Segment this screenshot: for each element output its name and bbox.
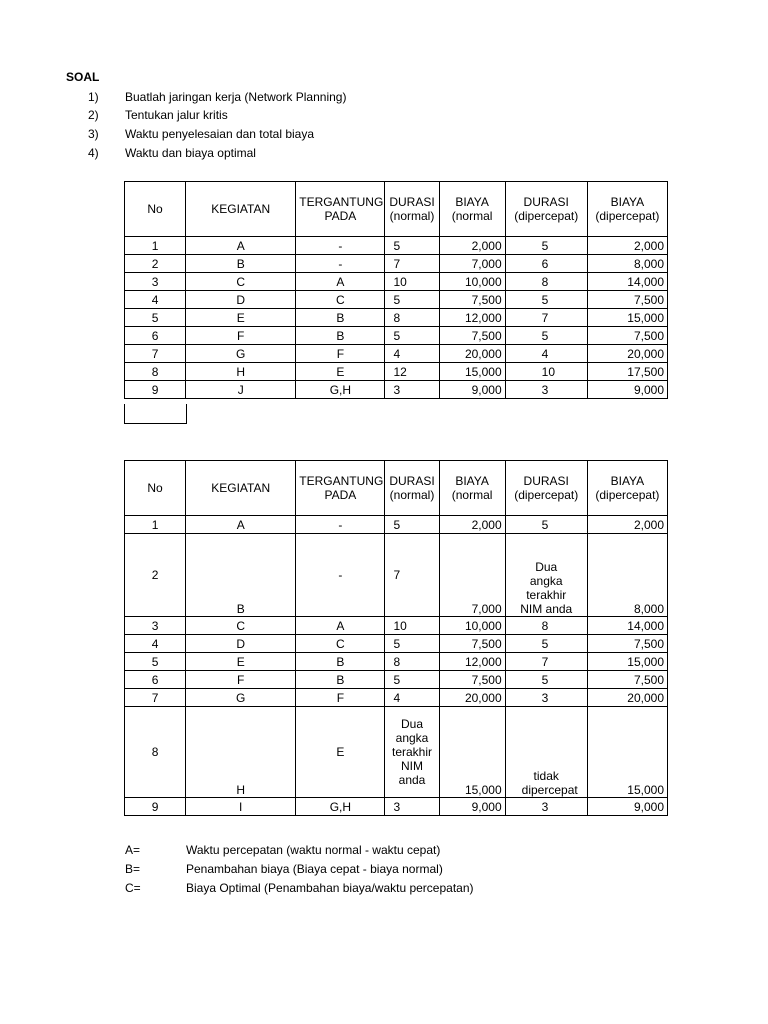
- cell-biaya-cepat: 20,000: [587, 689, 667, 707]
- header-biaya-normal: BIAYA (normal: [439, 461, 505, 516]
- header-tergantung: TERGANTUNG PADA: [296, 182, 385, 237]
- cell-durasi-cepat: 5: [505, 671, 587, 689]
- cell-kegiatan: D: [186, 291, 296, 309]
- cell-kegiatan: E: [186, 309, 296, 327]
- cell-durasi-cepat: 3: [505, 381, 587, 399]
- table-row: [125, 255, 668, 273]
- header-biaya-cepat: BIAYA (dipercepat): [587, 461, 667, 516]
- cell-tergantung: B: [296, 327, 385, 345]
- cell-durasi-cepat: Dua angka terakhir NIM anda: [505, 534, 587, 617]
- cell-durasi-cepat: 3: [505, 689, 587, 707]
- cell-durasi: 5: [385, 671, 439, 689]
- cell-tergantung: B: [296, 653, 385, 671]
- header-durasi-normal: DURASI (normal): [385, 182, 439, 237]
- table-row: [125, 653, 668, 671]
- note-key: A=: [125, 843, 141, 857]
- cell-durasi: 7: [385, 534, 439, 617]
- cell-biaya: 20,000: [439, 345, 505, 363]
- table-row: [125, 273, 668, 291]
- cell-kegiatan: E: [186, 653, 296, 671]
- cell-durasi-cepat: 7: [505, 309, 587, 327]
- cell-biaya-cepat: 17,500: [587, 363, 667, 381]
- cell-durasi: Dua angka terakhir NIM anda: [385, 707, 439, 798]
- cell-tergantung: B: [296, 671, 385, 689]
- cell-kegiatan: A: [186, 237, 296, 255]
- cell-no: 5: [125, 309, 186, 327]
- table-row: [125, 534, 668, 617]
- cell-biaya-cepat: 20,000: [587, 345, 667, 363]
- cell-kegiatan: C: [186, 273, 296, 291]
- cell-kegiatan: G: [186, 345, 296, 363]
- table-row: [125, 671, 668, 689]
- cell-tergantung: B: [296, 309, 385, 327]
- cell-no: 5: [125, 653, 186, 671]
- question-number: 2): [88, 108, 99, 122]
- cell-durasi-cepat: 10: [505, 363, 587, 381]
- cell-biaya-cepat: 8,000: [587, 255, 667, 273]
- cell-tergantung: E: [296, 707, 385, 798]
- cell-biaya-cepat: 9,000: [587, 798, 667, 816]
- cell-biaya-cepat: 8,000: [587, 534, 667, 617]
- cell-durasi-cepat: 7: [505, 653, 587, 671]
- cell-no: 3: [125, 617, 186, 635]
- header-durasi-cepat: DURASI (dipercepat): [505, 182, 587, 237]
- cell-biaya-cepat: 7,500: [587, 327, 667, 345]
- cell-no: 1: [125, 516, 186, 534]
- cell-no: 4: [125, 291, 186, 309]
- cell-tergantung: E: [296, 363, 385, 381]
- cell-tergantung: C: [296, 291, 385, 309]
- cell-biaya-cepat: 2,000: [587, 516, 667, 534]
- cell-durasi: 10: [385, 617, 439, 635]
- header-biaya-normal: BIAYA (normal: [439, 182, 505, 237]
- cell-biaya: 7,500: [439, 327, 505, 345]
- cell-biaya-cepat: 2,000: [587, 237, 667, 255]
- cell-biaya-cepat: 9,000: [587, 381, 667, 399]
- cell-durasi: 8: [385, 309, 439, 327]
- cell-durasi: 3: [385, 381, 439, 399]
- cell-biaya: 7,000: [439, 534, 505, 617]
- cell-biaya-cepat: 7,500: [587, 291, 667, 309]
- header-biaya-cepat: BIAYA (dipercepat): [587, 182, 667, 237]
- cell-biaya: 10,000: [439, 273, 505, 291]
- cell-tergantung: F: [296, 689, 385, 707]
- cell-durasi-cepat: 4: [505, 345, 587, 363]
- cell-no: 3: [125, 273, 186, 291]
- cell-tergantung: -: [296, 237, 385, 255]
- table-row: [125, 707, 668, 798]
- cell-kegiatan: F: [186, 671, 296, 689]
- header-tergantung: TERGANTUNG PADA: [296, 461, 385, 516]
- question-number: 3): [88, 127, 99, 141]
- cell-durasi: 4: [385, 345, 439, 363]
- cell-biaya-cepat: 14,000: [587, 273, 667, 291]
- activity-table-1: [124, 181, 668, 399]
- cell-durasi-cepat: 8: [505, 273, 587, 291]
- cell-biaya: 7,500: [439, 671, 505, 689]
- cell-biaya: 15,000: [439, 363, 505, 381]
- question-text: Waktu dan biaya optimal: [125, 146, 256, 160]
- cell-no: 7: [125, 689, 186, 707]
- table-row: [125, 309, 668, 327]
- table-header-row: [125, 182, 668, 237]
- page-title: SOAL: [66, 70, 100, 84]
- cell-tergantung: -: [296, 534, 385, 617]
- question-text: Tentukan jalur kritis: [125, 108, 228, 122]
- cell-no: 9: [125, 798, 186, 816]
- cell-durasi: 10: [385, 273, 439, 291]
- cell-durasi: 5: [385, 237, 439, 255]
- cell-biaya: 9,000: [439, 798, 505, 816]
- cell-durasi-cepat: 5: [505, 327, 587, 345]
- cell-no: 8: [125, 707, 186, 798]
- cell-biaya-cepat: 15,000: [587, 707, 667, 798]
- table-row: [125, 327, 668, 345]
- table-row: [125, 291, 668, 309]
- cell-biaya: 10,000: [439, 617, 505, 635]
- note-text: Biaya Optimal (Penambahan biaya/waktu percepatan): [186, 881, 474, 895]
- cell-durasi-cepat: 5: [505, 237, 587, 255]
- table-row: [125, 516, 668, 534]
- cell-tergantung: -: [296, 516, 385, 534]
- cell-durasi: 3: [385, 798, 439, 816]
- cell-kegiatan: B: [186, 534, 296, 617]
- cell-no: 6: [125, 327, 186, 345]
- table-row: [125, 345, 668, 363]
- table-row: [125, 617, 668, 635]
- cell-biaya-cepat: 15,000: [587, 309, 667, 327]
- cell-no: 9: [125, 381, 186, 399]
- cell-kegiatan: H: [186, 707, 296, 798]
- cell-biaya: 7,500: [439, 291, 505, 309]
- cell-durasi-cepat: 8: [505, 617, 587, 635]
- cell-tergantung: G,H: [296, 381, 385, 399]
- table-header-row: [125, 461, 668, 516]
- cell-no: 2: [125, 255, 186, 273]
- cell-durasi: 7: [385, 255, 439, 273]
- table-row: [125, 798, 668, 816]
- cell-biaya: 12,000: [439, 653, 505, 671]
- header-durasi-normal: DURASI (normal): [385, 461, 439, 516]
- table-row: [125, 237, 668, 255]
- cell-tergantung: A: [296, 617, 385, 635]
- activity-table-2: [124, 460, 668, 816]
- cell-tergantung: C: [296, 635, 385, 653]
- table-row: [125, 635, 668, 653]
- cell-biaya: 15,000: [439, 707, 505, 798]
- cell-kegiatan: B: [186, 255, 296, 273]
- cell-durasi-cepat: 5: [505, 516, 587, 534]
- table-row: [125, 689, 668, 707]
- cell-tergantung: G,H: [296, 798, 385, 816]
- cell-biaya-cepat: 14,000: [587, 617, 667, 635]
- cell-tergantung: F: [296, 345, 385, 363]
- question-text: Waktu penyelesaian dan total biaya: [125, 127, 315, 141]
- header-no: No: [125, 461, 186, 516]
- cell-no: 7: [125, 345, 186, 363]
- cell-biaya: 7,000: [439, 255, 505, 273]
- cell-kegiatan: H: [186, 363, 296, 381]
- header-no: No: [125, 182, 186, 237]
- table-row: [125, 363, 668, 381]
- cell-kegiatan: F: [186, 327, 296, 345]
- cell-biaya-cepat: 7,500: [587, 671, 667, 689]
- header-kegiatan: KEGIATAN: [186, 182, 296, 237]
- cell-biaya: 2,000: [439, 516, 505, 534]
- cell-kegiatan: J: [186, 381, 296, 399]
- cell-kegiatan: A: [186, 516, 296, 534]
- cell-durasi-cepat: 6: [505, 255, 587, 273]
- question-number: 1): [88, 90, 99, 104]
- cell-tergantung: -: [296, 255, 385, 273]
- cell-durasi: 5: [385, 635, 439, 653]
- cell-biaya-cepat: 15,000: [587, 653, 667, 671]
- cell-kegiatan: C: [186, 617, 296, 635]
- cell-biaya: 7,500: [439, 635, 505, 653]
- cell-biaya: 12,000: [439, 309, 505, 327]
- cell-durasi: 5: [385, 291, 439, 309]
- cell-no: 2: [125, 534, 186, 617]
- cell-durasi: 5: [385, 327, 439, 345]
- header-durasi-cepat: DURASI (dipercepat): [505, 461, 587, 516]
- cell-durasi-cepat: 5: [505, 635, 587, 653]
- table-row: [125, 381, 668, 399]
- cell-biaya: 9,000: [439, 381, 505, 399]
- cell-no: 8: [125, 363, 186, 381]
- question-text: Buatlah jaringan kerja (Network Planning): [125, 90, 347, 104]
- note-key: B=: [125, 862, 141, 876]
- cell-no: 4: [125, 635, 186, 653]
- cell-biaya: 2,000: [439, 237, 505, 255]
- cell-kegiatan: I: [186, 798, 296, 816]
- empty-cell: [124, 404, 187, 424]
- cell-durasi-cepat: 3: [505, 798, 587, 816]
- cell-durasi: 4: [385, 689, 439, 707]
- note-key: C=: [125, 881, 141, 895]
- header-kegiatan: KEGIATAN: [186, 461, 296, 516]
- question-number: 4): [88, 146, 99, 160]
- cell-durasi-cepat: tidak dipercepat: [505, 707, 587, 798]
- cell-biaya-cepat: 7,500: [587, 635, 667, 653]
- cell-no: 1: [125, 237, 186, 255]
- cell-no: 6: [125, 671, 186, 689]
- note-text: Waktu percepatan (waktu normal - waktu cepat): [186, 843, 441, 857]
- cell-durasi: 5: [385, 516, 439, 534]
- cell-kegiatan: D: [186, 635, 296, 653]
- cell-durasi: 8: [385, 653, 439, 671]
- cell-durasi: 12: [385, 363, 439, 381]
- cell-kegiatan: G: [186, 689, 296, 707]
- note-text: Penambahan biaya (Biaya cepat - biaya normal): [186, 862, 443, 876]
- cell-durasi-cepat: 5: [505, 291, 587, 309]
- cell-biaya: 20,000: [439, 689, 505, 707]
- cell-tergantung: A: [296, 273, 385, 291]
